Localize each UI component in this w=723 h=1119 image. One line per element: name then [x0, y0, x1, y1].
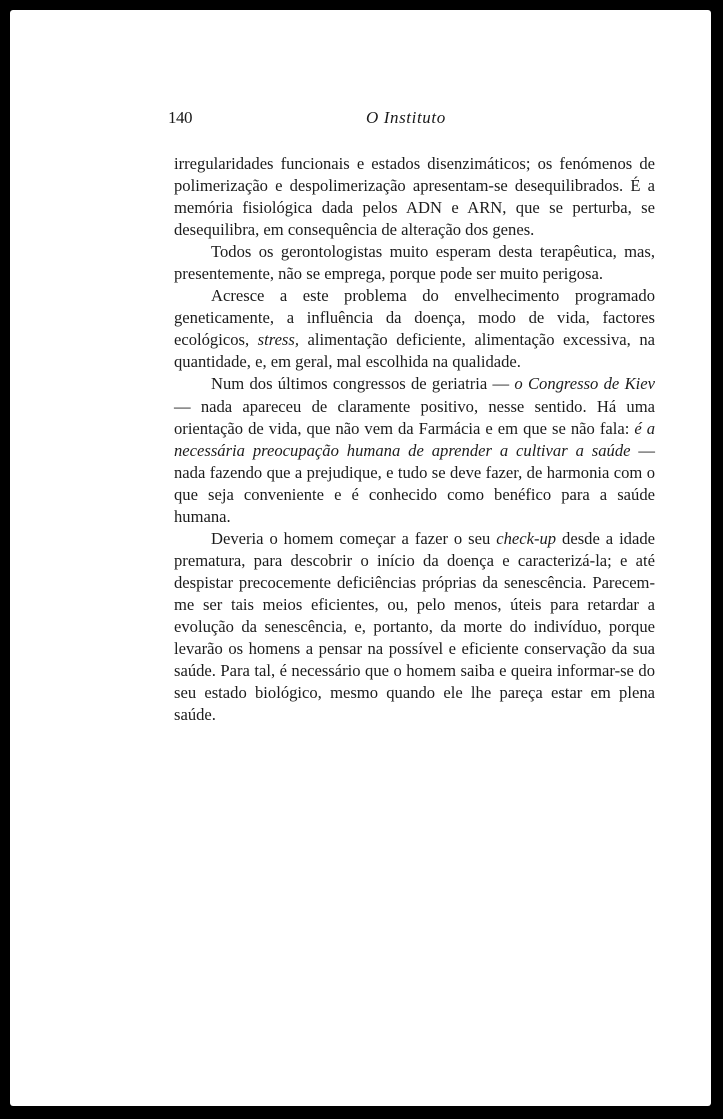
- paragraph: [174, 241, 655, 285]
- body-text: [174, 153, 655, 726]
- page-header: [10, 108, 711, 136]
- paragraph: [174, 373, 655, 527]
- running-title: O Instituto: [366, 108, 446, 127]
- italic-text: stress,: [257, 330, 299, 350]
- text-run: irregularidades funcionais e estados disenzimáticos; os fenómenos de polimerização e despolimerização apresentam-se desequilibrados. É a memória fisiológica dada pelos ADN e ARN, que se perturba, se desequilibra, em consequência de alteração dos genes.: [174, 154, 655, 240]
- italic-text: check-up: [496, 528, 557, 548]
- book-page: [10, 10, 711, 1106]
- italic-text: é a necessária preocupação humana de aprender a cultivar a saúde: [174, 418, 655, 460]
- text-run: Acresce a este problema do envelhecimento programado geneticamente, a influência da doença, modo de vida, factores ecológicos,: [174, 286, 655, 350]
- italic-text: o Congresso de Kiev: [514, 374, 655, 394]
- paragraph: [174, 528, 655, 726]
- paragraph: [174, 285, 655, 373]
- text-run: — nada apareceu de claramente positivo, nesse sentido. Há uma orientação de vida, que não vem da Farmácia e em que se não fala:: [174, 396, 655, 438]
- text-run: alimentação deficiente, alimentação excessiva, na quantidade, e, em geral, mal escolhida na qualidade.: [174, 330, 655, 372]
- text-run: Todos os gerontologistas muito esperam desta terapêutica, mas, presentemente, não se emprega, porque pode ser muito perigosa.: [174, 242, 655, 284]
- text-run: Num dos últimos congressos de geriatria —: [211, 374, 515, 394]
- text-run: Deveria o homem começar a fazer o seu: [211, 528, 497, 548]
- page-number: 140: [168, 108, 192, 127]
- text-run: — nada fazendo que a prejudique, e tudo se deve fazer, de harmonia com o que seja conveniente e é conhecido como benéfico para a saúde humana.: [174, 440, 655, 526]
- paragraph: [174, 153, 655, 241]
- text-run: desde a idade prematura, para descobrir o início da doença e caracterizá-la; e até despistar precocemente deficiências próprias da senescência. Parecem-me ser tais meios eficientes, ou, pelo menos, úteis para retardar a evolução da senescência, e, portanto, da morte do indivíduo, porque levarão os homens a pensar na possível e eficiente conservação da sua saúde. Para tal, é necessário que o homem saiba e queira informar-se do seu estado biológico, mesmo quando ele lhe pareça estar em plena saúde.: [174, 528, 656, 725]
